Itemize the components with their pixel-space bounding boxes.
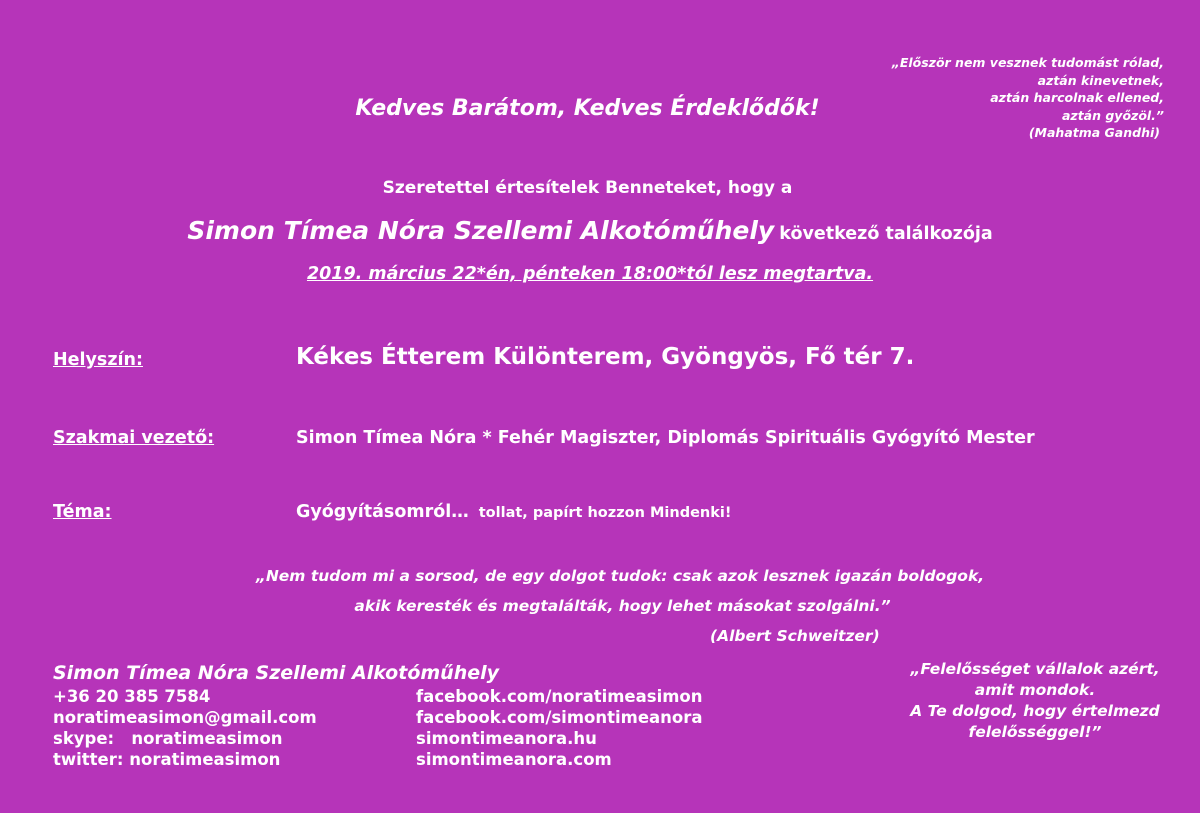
email-address: noratimeasimon@gmail.com — [53, 708, 317, 727]
workshop-line — [0, 216, 1180, 245]
gandhi-quote-line: aztán harcolnak ellened, — [990, 90, 1164, 105]
lead-label: Szakmai vezető: — [53, 428, 215, 448]
footer-workshop-name: Simon Tímea Nóra Szellemi Alkotóműhely — [53, 662, 500, 684]
intro-text: Szeretettel értesítelek Benneteket, hogy a — [382, 178, 793, 198]
location-label: Helyszín: — [53, 350, 143, 370]
schweitzer-attribution: (Albert Schweitzer) — [710, 627, 880, 645]
facebook-link: facebook.com/noratimeasimon — [416, 687, 703, 706]
responsibility-quote-line: amit mondok. — [974, 681, 1096, 699]
responsibility-quote — [885, 659, 1185, 743]
responsibility-quote-line: A Te dolgod, hogy értelmezd — [910, 702, 1160, 720]
topic-value: Gyógyításomról… — [296, 502, 469, 522]
responsibility-quote-line: felelősséggel!” — [968, 723, 1102, 741]
lead-value: Simon Tímea Nóra * Fehér Magiszter, Diplomás Spirituális Gyógyító Mester — [296, 428, 1035, 448]
event-date: 2019. március 22*én, pénteken 18:00*tól lesz megtartva. — [306, 264, 874, 284]
skype-handle: skype: noratimeasimon — [53, 729, 283, 748]
website-link: simontimeanora.com — [416, 750, 612, 769]
gandhi-quote-line: aztán kinevetnek, — [1037, 72, 1164, 88]
greeting-heading: Kedves Barátom, Kedves Érdeklődők! — [355, 96, 820, 121]
location-value: Kékes Étterem Különterem, Gyöngyös, Fő tér 7. — [296, 344, 915, 370]
contacts-right — [416, 686, 703, 770]
twitter-handle: twitter: noratimeasimon — [53, 750, 281, 769]
gandhi-quote-line: aztán győzöl.” — [1061, 107, 1164, 123]
responsibility-quote-line: „Felelősséget vállalok azért, — [910, 660, 1160, 678]
schweitzer-quote-line-1: „Nem tudom mi a sorsod, de egy dolgot tudok: csak azok lesznek igazán boldogok, — [255, 567, 985, 585]
topic-row — [296, 502, 731, 522]
schweitzer-quote-line-2: akik keresték és megtalálták, hogy lehet másokat szolgálni.” — [354, 597, 891, 615]
topic-label: Téma: — [53, 502, 112, 522]
workshop-suffix: következő találkozója — [779, 224, 993, 244]
topic-note: tollat, papírt hozzon Mindenki! — [478, 505, 732, 521]
website-link: simontimeanora.hu — [416, 729, 597, 748]
contacts-left — [53, 686, 317, 770]
workshop-name: Simon Tímea Nóra Szellemi Alkotóműhely — [187, 216, 775, 245]
facebook-link: facebook.com/simontimeanora — [416, 708, 703, 727]
gandhi-attribution: (Mahatma Gandhi) — [1028, 125, 1160, 140]
gandhi-quote-line: „Először nem vesznek tudomást rólad, — [891, 55, 1164, 70]
phone-number: +36 20 385 7584 — [53, 687, 211, 706]
